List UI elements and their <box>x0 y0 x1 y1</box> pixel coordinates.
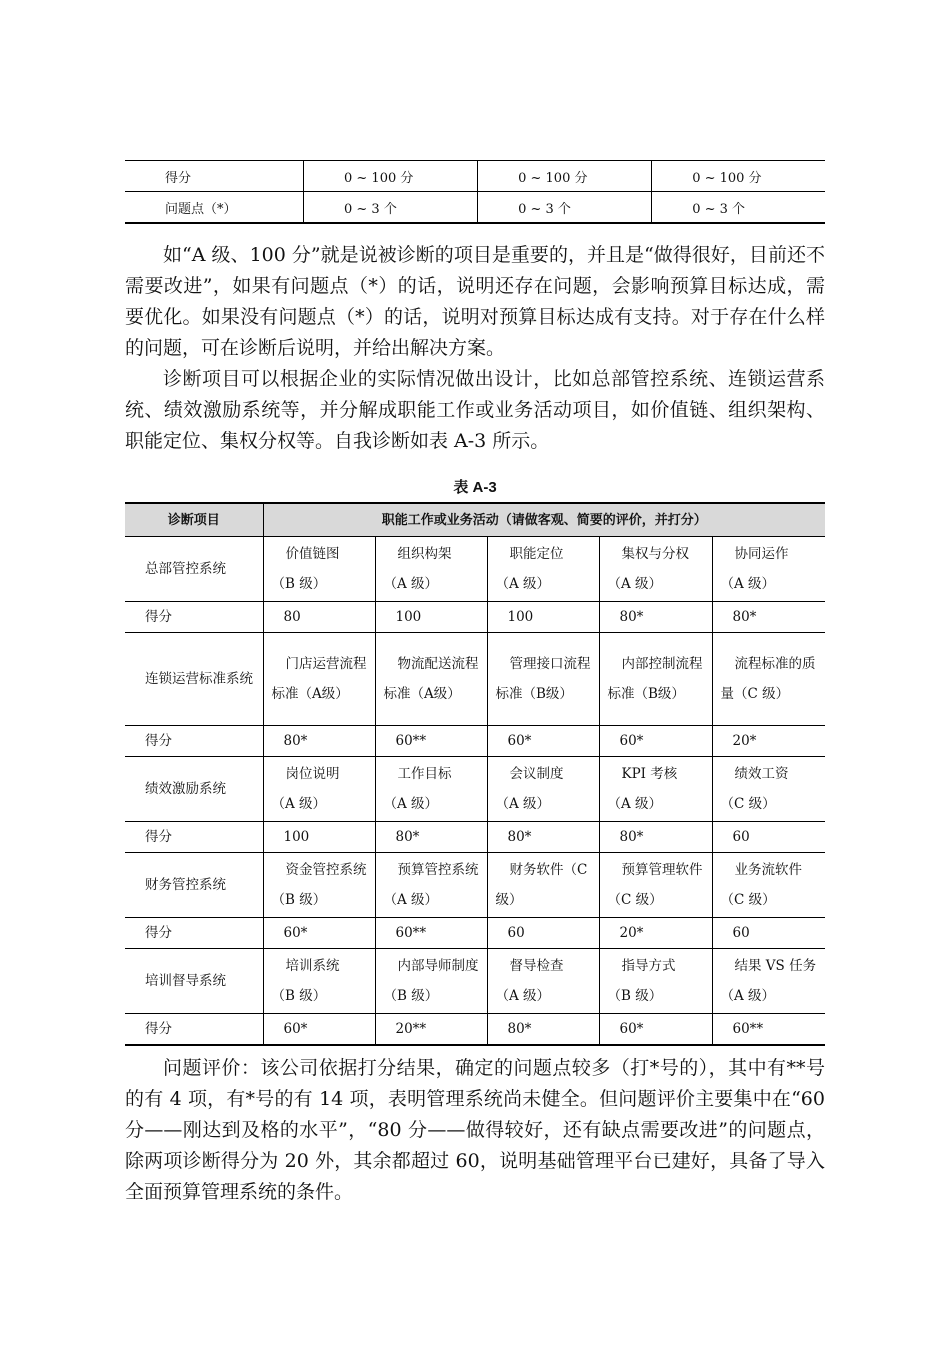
activity-item: 职能定位 （A 级） <box>487 537 599 602</box>
score-value: 60** <box>712 1014 825 1046</box>
score-label: 得分 <box>125 822 263 853</box>
activity-item: 岗位说明 （A 级） <box>263 757 375 822</box>
activity-item: KPI 考核 （A 级） <box>599 757 712 822</box>
activity-item: 督导检查 （A 级） <box>487 949 599 1014</box>
activity-item: 门店运营流程标准（A级） <box>263 633 375 726</box>
score-value: 80* <box>599 822 712 853</box>
body-paragraph: 诊断项目可以根据企业的实际情况做出设计，比如总部管控系统、连锁运营系统、绩效激励系统等，并分解成职能工作或业务活动项目，如价值链、组织架构、职能定位、集权分权等。自我诊断如表 A-3 所示。 <box>125 368 825 452</box>
table-cell: 0 ~ 3 个 <box>304 192 478 224</box>
score-value: 80* <box>599 602 712 633</box>
activity-item: 财务软件（C级） <box>487 853 599 918</box>
table-header-row <box>125 503 825 537</box>
activity-item: 内部导师制度（B 级） <box>375 949 487 1014</box>
body-paragraph: 如“A 级、100 分”就是说被诊断的项目是重要的，并且是“做得很好，目前还不需要改进”，如果有问题点（*）的话，说明还存在问题，会影响预算目标达成，需要优化。如果没有问题点（*）的话，说明对预算目标达成有支持。对于存在什么样的问题，可在诊断后说明，并给出解决方案。 <box>125 244 825 359</box>
self-diagnosis-table <box>125 502 825 1046</box>
activity-item: 协同运作 （A 级） <box>712 537 825 602</box>
activity-item: 集权与分权 （A 级） <box>599 537 712 602</box>
score-value: 60* <box>263 918 375 949</box>
table-cell: 0 ~ 3 个 <box>478 192 652 224</box>
table-body <box>125 537 825 1046</box>
activity-item: 工作目标 （A 级） <box>375 757 487 822</box>
score-value: 60 <box>712 822 825 853</box>
score-value: 60 <box>487 918 599 949</box>
activity-item: 物流配送流程标准（A级） <box>375 633 487 726</box>
activity-item: 内部控制流程标准（B级） <box>599 633 712 726</box>
score-value: 80* <box>487 822 599 853</box>
score-row <box>125 602 825 633</box>
score-value: 20* <box>712 726 825 757</box>
activity-item: 会议制度 （A 级） <box>487 757 599 822</box>
system-name: 绩效激励系统 <box>125 757 263 822</box>
score-label: 得分 <box>125 1014 263 1046</box>
table-row <box>125 853 825 918</box>
score-value: 80* <box>712 602 825 633</box>
score-value: 80* <box>263 726 375 757</box>
table-row <box>125 161 825 192</box>
table-cell: 问题点（*） <box>125 192 304 224</box>
score-value: 100 <box>375 602 487 633</box>
activity-item: 培训系统 （B 级） <box>263 949 375 1014</box>
activity-item: 业务流软件（C 级） <box>712 853 825 918</box>
table-row <box>125 192 825 224</box>
score-value: 80 <box>263 602 375 633</box>
system-name: 培训督导系统 <box>125 949 263 1014</box>
activity-item: 预算管控系统（A 级） <box>375 853 487 918</box>
score-value: 80* <box>375 822 487 853</box>
score-value: 60* <box>599 726 712 757</box>
score-scale-table <box>125 160 825 224</box>
system-name: 连锁运营标准系统 <box>125 633 263 726</box>
score-value: 20** <box>375 1014 487 1046</box>
table-cell: 0 ~ 3 个 <box>652 192 825 224</box>
table-cell: 0 ~ 100 分 <box>478 161 652 192</box>
score-row <box>125 822 825 853</box>
score-label: 得分 <box>125 918 263 949</box>
activity-item: 指导方式 （B 级） <box>599 949 712 1014</box>
score-value: 60* <box>263 1014 375 1046</box>
activity-item: 预算管理软件（C 级） <box>599 853 712 918</box>
table-row <box>125 949 825 1014</box>
activity-item: 价值链图 （B 级） <box>263 537 375 602</box>
score-value: 60* <box>487 726 599 757</box>
body-paragraph: 问题评价：该公司依据打分结果，确定的问题点较多（打*号的），其中有**号的有 4 项，有*号的有 14 项，表明管理系统尚未健全。但问题评价主要集中在“60 分——刚达到及格的水平”，“80 分——做得较好，还有缺点需要改进”的问题点，除两项诊断得分为 20 外，其余都超过 60，说明基础管理平台已建好，具备了导入全面预算管理系统的条件。 <box>125 1057 825 1203</box>
system-name: 财务管控系统 <box>125 853 263 918</box>
activity-item: 绩效工资 （C 级） <box>712 757 825 822</box>
score-value: 20* <box>599 918 712 949</box>
activity-item: 流程标准的质量（C 级） <box>712 633 825 726</box>
score-value: 60* <box>599 1014 712 1046</box>
table-row <box>125 757 825 822</box>
activity-item: 组织构架 （A 级） <box>375 537 487 602</box>
table-row <box>125 633 825 726</box>
column-header: 职能工作或业务活动（请做客观、简要的评价，并打分） <box>263 503 825 537</box>
activity-item: 管理接口流程标准（B级） <box>487 633 599 726</box>
score-label: 得分 <box>125 726 263 757</box>
table-cell: 0 ~ 100 分 <box>304 161 478 192</box>
table-row <box>125 537 825 602</box>
score-row <box>125 918 825 949</box>
activity-item: 结果 VS 任务 （A 级） <box>712 949 825 1014</box>
score-row <box>125 1014 825 1046</box>
activity-item: 资金管控系统（B 级） <box>263 853 375 918</box>
score-value: 60** <box>375 726 487 757</box>
score-row <box>125 726 825 757</box>
system-name: 总部管控系统 <box>125 537 263 602</box>
table-cell: 0 ~ 100 分 <box>652 161 825 192</box>
score-value: 100 <box>263 822 375 853</box>
table-cell: 得分 <box>125 161 304 192</box>
score-value: 80* <box>487 1014 599 1046</box>
column-header: 诊断项目 <box>125 503 263 537</box>
score-value: 60 <box>712 918 825 949</box>
score-value: 100 <box>487 602 599 633</box>
score-label: 得分 <box>125 602 263 633</box>
table-caption: 表 A-3 <box>453 479 497 496</box>
score-value: 60** <box>375 918 487 949</box>
